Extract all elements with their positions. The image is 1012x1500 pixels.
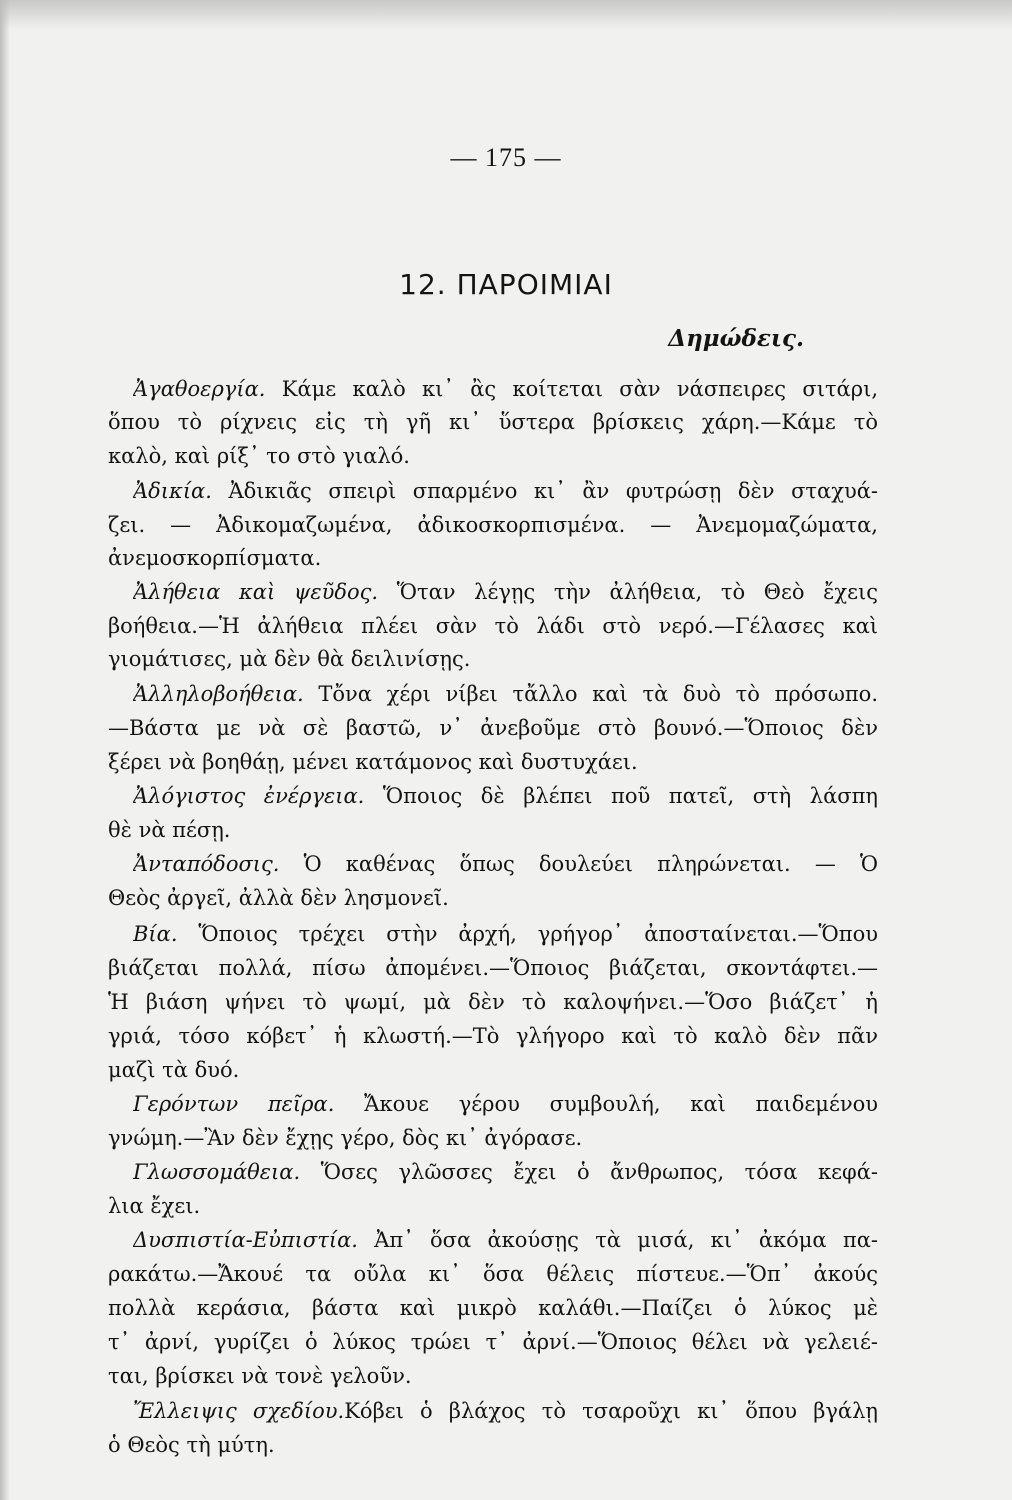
- text-line: [133, 679, 878, 709]
- proverb-text: Κάμε καλὸ κι᾽ ἂς κοίτεται σὰν νάσπειρες σιτάρι,: [265, 377, 878, 401]
- proverb-topic: Βία.: [133, 922, 178, 946]
- text-line: [108, 953, 878, 983]
- text-line: [108, 611, 878, 641]
- chapter-title: 12. ΠΑΡΟΙΜΙΑΙ: [399, 268, 613, 301]
- proverb-text: καλὸ, καὶ ρίξ᾽ το στὸ γιαλό.: [108, 444, 410, 468]
- text-line: [108, 1191, 878, 1221]
- proverb-topic: Ἀνταπόδοσις.: [133, 852, 280, 876]
- proverb-topic: Ἀδικία.: [133, 479, 212, 503]
- proverb-text: γνώμη.—Ἂν δὲν ἔχῃς γέρο, δὸς κι᾽ ἀγόρασε.: [108, 1126, 583, 1150]
- proverb-text: πολλὰ κεράσια, βάστα καὶ μικρὸ καλάθι.—Παίζει ὁ λύκος μὲ: [108, 1296, 878, 1320]
- text-line: [133, 577, 878, 607]
- proverb-topic: Γερόντων πεῖρα.: [133, 1092, 335, 1116]
- proverb-text: Ὅποιος δὲ βλέπει ποῦ πατεῖ, στὴ λάσπη: [364, 784, 878, 808]
- proverb-text: Ὅσες γλῶσσες ἔχει ὁ ἄνθρωπος, τόσα κεφά-: [300, 1160, 878, 1184]
- proverb-text: ται, βρίσκει νὰ τονὲ γελοῦν.: [108, 1364, 412, 1388]
- text-line: [133, 1157, 878, 1187]
- proverb-topic: Ἀγαθοεργία.: [133, 377, 266, 401]
- text-line: [108, 815, 878, 845]
- proverb-text: ἀνεμοσκορπίσματα.: [108, 546, 322, 570]
- text-line: [108, 644, 878, 674]
- proverb-text: θὲ νὰ πέσῃ.: [108, 818, 231, 842]
- scan-edge-shadow-top: [0, 0, 1012, 30]
- proverb-topic: Ἔλλειψις σχεδίου.: [133, 1399, 345, 1423]
- text-line: [108, 713, 878, 743]
- text-line: [133, 374, 878, 404]
- text-line: [133, 1089, 878, 1119]
- text-line: [133, 1225, 878, 1255]
- proverb-text: γιομάτισες, μὰ δὲν θὰ δειλινίσῃς.: [108, 647, 471, 671]
- text-line: [108, 1055, 878, 1085]
- proverb-topic: Ἀλόγιστος ἐνέργεια.: [133, 784, 365, 808]
- text-line: [108, 1021, 878, 1051]
- proverb-topic: Ἀλήθεια καὶ ψεῦδος.: [133, 580, 379, 604]
- page-number: — 175 —: [450, 143, 562, 172]
- proverb-text: λια ἔχει.: [108, 1194, 201, 1218]
- text-line: [108, 407, 878, 437]
- proverb-text: ὅπου τὸ ρίχνεις εἰς τὴ γῆ κι᾽ ὕστερα βρίσκεις χάρη.—Κάμε τὸ: [108, 410, 878, 434]
- text-line: [108, 1123, 878, 1153]
- text-line: [133, 919, 878, 949]
- section-subtitle: Δημώδεις.: [668, 325, 804, 352]
- text-line: [108, 987, 878, 1017]
- proverb-text: τ᾽ ἀρνί, γυρίζει ὁ λύκος τρώει τ᾽ ἀρνί.—Ὅποιος θέλει νὰ γελειέ-: [108, 1330, 878, 1354]
- scan-edge-shadow-left: [0, 0, 10, 1500]
- proverb-text: ὁ Θεὸς τὴ μύτη.: [108, 1433, 275, 1457]
- proverb-text: ρακάτω.—Ἄκουέ τα οὔλα κι᾽ ὅσα θέλεις πίστευε.—Ὅπ᾽ ἀκούς: [108, 1262, 878, 1286]
- proverb-text: βοήθεια.—Ἡ ἀλήθεια πλέει σὰν τὸ λάδι στὸ νερό.—Γέλασες καὶ: [108, 614, 878, 638]
- text-line: [108, 1327, 878, 1357]
- proverb-text: Ἄκουε γέρου συμβουλή, καὶ παιδεμένου: [334, 1092, 878, 1116]
- proverb-text: βιάζεται πολλά, πίσω ἀπομένει.—Ὅποιος βιάζεται, σκοντάφτει.—: [108, 956, 878, 980]
- proverb-text: Ἡ βιάση ψήνει τὸ ψωμί, μὰ δὲν τὸ καλοψήνει.—Ὅσο βιάζετ᾽ ἡ: [108, 990, 878, 1014]
- proverb-text: μαζὶ τὰ δυό.: [108, 1058, 240, 1082]
- text-line: [108, 1430, 878, 1460]
- text-line: [108, 1361, 878, 1391]
- text-line: [133, 476, 878, 506]
- text-line: [133, 849, 878, 879]
- proverb-text: Ὅποιος τρέχει στὴν ἀρχή, γρήγορ᾽ ἀποσταίνεται.—Ὅπου: [177, 922, 878, 946]
- proverb-text: ζει. — Ἀδικομαζωμένα, ἀδικοσκορπισμένα. — Ἀνεμομαζώματα,: [108, 513, 878, 537]
- text-line: [108, 1293, 878, 1323]
- proverb-topic: Ἀλληλοβοήθεια.: [133, 682, 304, 706]
- proverb-text: Ἀπ᾽ ὅσα ἀκούσῃς τὰ μισά, κι᾽ ἀκόμα πα-: [357, 1228, 878, 1252]
- proverb-text: Ἀδικιᾶς σπειρὶ σπαρμένο κι᾽ ἂν φυτρώσῃ δὲν σταχυά-: [211, 479, 878, 503]
- proverb-text: Ὅταν λέγῃς τὴν ἀλήθεια, τὸ Θεὸ ἔχεις: [378, 580, 878, 604]
- proverb-text: —Βάστα με νὰ σὲ βαστῶ, ν᾽ ἀνεβοῦμε στὸ βουνό.—Ὅποιος δὲν: [108, 716, 878, 740]
- proverb-text: Κόβει ὁ βλάχος τὸ τσαροῦχι κι᾽ ὅπου βγάλῃ: [344, 1399, 878, 1423]
- proverb-text: ξέρει νὰ βοηθάῃ, μένει κατάμονος καὶ δυστυχάει.: [108, 750, 638, 774]
- text-line: [108, 883, 878, 913]
- text-line: [108, 543, 878, 573]
- text-line: [108, 747, 878, 777]
- text-line: [108, 441, 878, 471]
- text-line: [133, 1396, 878, 1426]
- proverb-text: Θεὸς ἀργεῖ, ἀλλὰ δὲν λησμονεῖ.: [108, 886, 449, 910]
- proverb-topic: Δυσπιστία-Εὐπιστία.: [133, 1228, 358, 1252]
- text-line: [108, 1259, 878, 1289]
- text-line: [108, 510, 878, 540]
- text-line: [133, 781, 878, 811]
- proverb-text: Τὄνα χέρι νίβει τἄλλο καὶ τὰ δυὸ τὸ πρόσωπο.: [303, 682, 878, 706]
- proverb-topic: Γλωσσομάθεια.: [133, 1160, 301, 1184]
- proverb-text: γριά, τόσο κόβετ᾽ ἡ κλωστή.—Τὸ γλήγορο καὶ τὸ καλὸ δὲν πᾶν: [108, 1024, 878, 1048]
- proverb-text: Ὁ καθένας ὅπως δουλεύει πληρώνεται. — Ὁ: [279, 852, 878, 876]
